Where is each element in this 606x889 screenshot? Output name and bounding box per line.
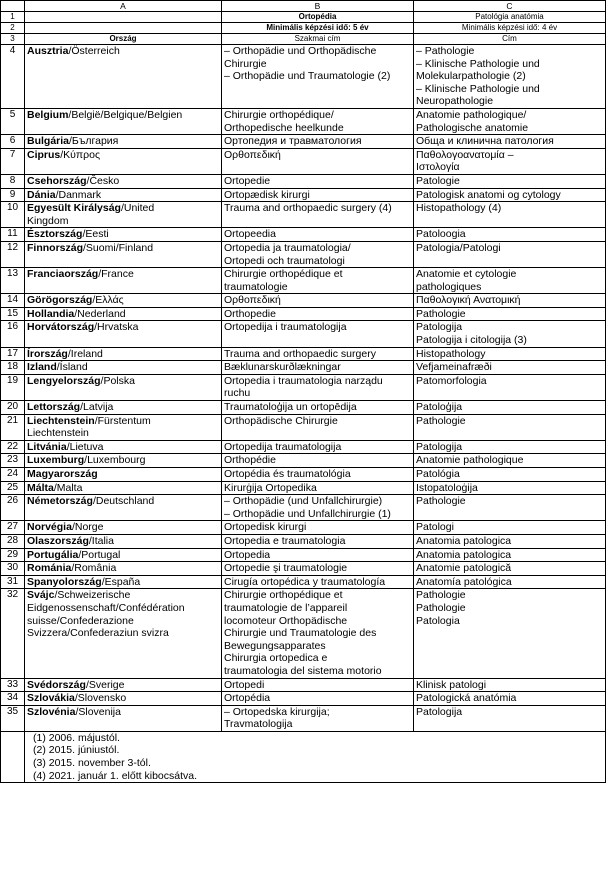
- table-row: [1, 45, 606, 109]
- row-number: 9: [1, 188, 25, 202]
- pathology-title-cell: Histopathology (4): [414, 202, 606, 228]
- row-number: 33: [1, 678, 25, 692]
- orthopedics-title-cell: Ορθοπεδική: [222, 148, 414, 174]
- country-name-hu: Belgium: [27, 108, 69, 121]
- row-number: 22: [1, 440, 25, 454]
- country-name-local: /Česko: [86, 174, 120, 187]
- orthopedics-title-cell: Trauma and orthopaedic surgery (4): [222, 202, 414, 228]
- footnotes-row: [1, 731, 606, 782]
- country-name-local: /România: [71, 562, 117, 575]
- specialty-title-orthopedics: Ortopédia: [222, 12, 414, 23]
- orthopedics-title-cell: Ortopedisk kirurgi: [222, 521, 414, 535]
- pathology-title-cell: Patologija: [414, 440, 606, 454]
- country-name-hu: Románia: [27, 562, 72, 575]
- column-letter-row: [1, 1, 606, 12]
- country-cell: [25, 468, 222, 482]
- country-cell: [25, 495, 222, 521]
- orthopedics-title-cell: Chirurgie orthopédique et traumatologie: [222, 268, 414, 294]
- row-number: 14: [1, 294, 25, 308]
- pathology-title-cell: Anatomie et cytologie pathologiques: [414, 268, 606, 294]
- table-row: [1, 692, 606, 706]
- training-duration-pathology: Minimális képzési idő: 4 év: [414, 23, 606, 34]
- orthopedics-title-cell: – Ortopedska kirurgija; Travmatologija: [222, 705, 414, 731]
- country-name-hu: Norvégia: [27, 521, 72, 534]
- specialty-title-pathology: Patológia anatómia: [414, 12, 606, 23]
- footnote: (3) 2015. november 3-tól.: [33, 757, 151, 770]
- country-name-local: /Deutschland: [92, 495, 155, 508]
- footnote: (2) 2015. júniustól.: [33, 744, 120, 757]
- table-row: [1, 294, 606, 308]
- country-cell: [25, 241, 222, 267]
- orthopedics-title-cell: Cirugía ortopédica y traumatología: [222, 575, 414, 589]
- footnote: (1) 2006. májustól.: [33, 731, 120, 744]
- row-number: 31: [1, 575, 25, 589]
- orthopedics-title-cell: Ortopeedia: [222, 228, 414, 242]
- country-cell: [25, 481, 222, 495]
- country-cell: [25, 268, 222, 294]
- country-name-hu: Lettország: [27, 401, 81, 414]
- row-number: 29: [1, 548, 25, 562]
- country-cell: [25, 692, 222, 706]
- row-number: 21: [1, 414, 25, 440]
- orthopedics-title-cell: Ortopedie şi traumatologie: [222, 562, 414, 576]
- professional-title-header: Szakmai cím: [222, 34, 414, 45]
- country-name-hu: Dánia: [27, 188, 56, 201]
- pathology-title-cell: Patológia: [414, 468, 606, 482]
- table-row: [1, 495, 606, 521]
- pathology-title-cell: Pathologie Pathologie Patologia: [414, 589, 606, 678]
- table-row: [1, 678, 606, 692]
- orthopedics-title-cell: Kirurġija Ortopedika: [222, 481, 414, 495]
- table-row: [1, 307, 606, 321]
- orthopedics-title-cell: Ортопедия и травматология: [222, 135, 414, 149]
- country-name-local: /Nederland: [74, 307, 126, 320]
- country-cell: [25, 548, 222, 562]
- pathology-title-cell: Patologická anatómia: [414, 692, 606, 706]
- country-cell: [25, 374, 222, 400]
- country-name-hu: Egyesült Királyság: [27, 202, 121, 215]
- country-name-hu: Litvánia: [27, 440, 67, 453]
- country-name-local: /България: [69, 135, 119, 148]
- country-name-hu: Csehország: [27, 174, 87, 187]
- country-name-local: /Κύπρος: [60, 148, 101, 161]
- country-name-local: /Österreich: [68, 45, 120, 57]
- table-row: [1, 108, 606, 134]
- country-cell: [25, 440, 222, 454]
- row-number: 17: [1, 347, 25, 361]
- table-row: [1, 454, 606, 468]
- country-name-hu: Finnország: [27, 241, 84, 254]
- country-cell: [25, 307, 222, 321]
- row-number: 19: [1, 374, 25, 400]
- row-number: 1: [1, 12, 25, 23]
- pathology-title-cell: Обща и клинична патология: [414, 135, 606, 149]
- row-number: 24: [1, 468, 25, 482]
- country-name-hu: Portugália: [27, 548, 79, 561]
- orthopedics-title-cell: Ortopædisk kirurgi: [222, 188, 414, 202]
- orthopedics-title-cell: Chirurgie orthopédique/ Orthopedische heelkunde: [222, 108, 414, 134]
- cell-a: [25, 12, 222, 23]
- pathology-title-cell: Patologie: [414, 174, 606, 188]
- orthopedics-title-cell: Ortopedia e traumatologia: [222, 534, 414, 548]
- country-cell: [25, 705, 222, 731]
- training-duration-orthopedics: Minimális képzési idő: 5 év: [222, 23, 414, 34]
- country-name-hu: Horvátország: [27, 321, 95, 334]
- table-row: [1, 361, 606, 375]
- table-row: [1, 705, 606, 731]
- country-cell: [25, 45, 222, 109]
- country-name-local: /Ελλάς: [92, 294, 124, 307]
- country-cell: [25, 108, 222, 134]
- country-name-hu: Svédország: [27, 678, 86, 691]
- row-number: 5: [1, 108, 25, 134]
- pathology-title-cell: Patologija Patologija i citologija (3): [414, 321, 606, 347]
- country-name-local: /Luxembourg: [84, 454, 146, 467]
- row-number: 30: [1, 562, 25, 576]
- column-header-a: A: [25, 1, 222, 12]
- pathology-title-cell: Pathologie: [414, 495, 606, 521]
- table-row: [1, 202, 606, 228]
- orthopedics-title-cell: Ορθοπεδική: [222, 294, 414, 308]
- pathology-title-cell: Patomorfologia: [414, 374, 606, 400]
- country-name-local: /Malta: [53, 481, 83, 494]
- pathology-title-cell: Istopatoloġija: [414, 481, 606, 495]
- country-header: Ország: [25, 34, 222, 45]
- country-name-hu: Magyarország: [27, 468, 98, 480]
- country-cell: [25, 361, 222, 375]
- table-row: [1, 174, 606, 188]
- country-cell: [25, 534, 222, 548]
- row-number: 13: [1, 268, 25, 294]
- pathology-title-cell: Anatomia patologica: [414, 534, 606, 548]
- orthopedics-title-cell: Ortopedia: [222, 548, 414, 562]
- country-name-local: /Danmark: [55, 188, 102, 201]
- pathology-title-cell: Anatomie patologică: [414, 562, 606, 576]
- table-row: [1, 481, 606, 495]
- pathology-title-cell: Pathologie: [414, 307, 606, 321]
- country-name-hu: Franciaország: [27, 268, 99, 281]
- country-name-hu: Németország: [27, 495, 93, 508]
- country-name-local: /España: [101, 575, 141, 588]
- country-name-local: /Hrvatska: [94, 321, 139, 334]
- country-cell: [25, 414, 222, 440]
- orthopedics-title-cell: Trauma and orthopaedic surgery: [222, 347, 414, 361]
- country-name-local: /Slovensko: [74, 692, 127, 705]
- pathology-title-cell: Klinisk patologi: [414, 678, 606, 692]
- country-name-local: /Schweizerische Eidgenossenschaft/Confédération suisse/Confederazione Svizzera/Confederaziun svizra: [27, 589, 185, 640]
- table-row: [1, 414, 606, 440]
- country-cell: [25, 401, 222, 415]
- country-name-local: /Sverige: [85, 678, 125, 691]
- row-number: 4: [1, 45, 25, 109]
- table-row: [1, 575, 606, 589]
- orthopedics-title-cell: – Orthopädie (und Unfallchirurgie) – Orthopädie und Unfallchirurgie (1): [222, 495, 414, 521]
- row-number: 18: [1, 361, 25, 375]
- orthopedics-title-cell: Chirurgie orthopédique et traumatologie de l’appareil locomoteur Orthopädische Chirurgie und Traumatologie des Bewegungsapparates Chirurgia ortopedica e traumatologia del sistema motorio: [222, 589, 414, 678]
- table-row: [1, 401, 606, 415]
- row-number: 28: [1, 534, 25, 548]
- orthopedics-title-cell: Orthopedie: [222, 307, 414, 321]
- pathology-title-cell: Παθολογική Ανατομική: [414, 294, 606, 308]
- table-row: [1, 562, 606, 576]
- country-name-hu: Izland: [27, 361, 57, 374]
- pathology-title-cell: Anatomía patológica: [414, 575, 606, 589]
- country-name-local: /Portugal: [78, 548, 121, 561]
- country-name-local: /Italia: [88, 534, 114, 547]
- orthopedics-title-cell: Ortopédia és traumatológia: [222, 468, 414, 482]
- orthopedics-title-cell: Traumatoloģija un ortopēdija: [222, 401, 414, 415]
- row-number: 32: [1, 589, 25, 678]
- country-name-local: /Ireland: [67, 347, 103, 360]
- pathology-title-cell: Patoloģija: [414, 401, 606, 415]
- table-row: [1, 135, 606, 149]
- column-header-c: C: [414, 1, 606, 12]
- country-name-local: /United Kingdom: [27, 202, 155, 227]
- pathology-title-cell: Anatomia patologica: [414, 548, 606, 562]
- country-name-hu: Írország: [27, 347, 68, 360]
- row-2: [1, 23, 606, 34]
- row-number: 12: [1, 241, 25, 267]
- orthopedics-title-cell: Orthopädische Chirurgie: [222, 414, 414, 440]
- country-name-hu: Bulgária: [27, 135, 70, 148]
- table-row: [1, 188, 606, 202]
- row-number: 2: [1, 23, 25, 34]
- pathology-title-cell: Anatomie pathologique: [414, 454, 606, 468]
- row-number: 10: [1, 202, 25, 228]
- row-number: 8: [1, 174, 25, 188]
- country-name-hu: Ausztria: [27, 45, 69, 57]
- orthopedics-title-cell: Ortopedia ja traumatologia/ Ortopedi och traumatologi: [222, 241, 414, 267]
- orthopedics-title-cell: Ortopedija traumatologija: [222, 440, 414, 454]
- country-cell: [25, 454, 222, 468]
- country-cell: [25, 321, 222, 347]
- table-row: [1, 468, 606, 482]
- country-name-hu: Liechtenstein: [27, 414, 95, 427]
- country-name-hu: Spanyolország: [27, 575, 102, 588]
- country-cell: [25, 521, 222, 535]
- table-row: [1, 148, 606, 174]
- orthopedics-title-cell: Bæklunarskurðlækningar: [222, 361, 414, 375]
- country-name-hu: Szlovákia: [27, 692, 75, 705]
- pathology-title-cell: Vefjameinafræði: [414, 361, 606, 375]
- orthopedics-title-cell: Ortopedie: [222, 174, 414, 188]
- country-name-local: /Slovenija: [75, 705, 121, 718]
- row-number: 25: [1, 481, 25, 495]
- pathology-title-cell: – Pathologie – Klinische Pathologie und Molekularpathologie (2) – Klinische Pathologie und Neuropathologie: [414, 45, 606, 109]
- table-row: [1, 521, 606, 535]
- country-name-local: /Polska: [100, 374, 135, 387]
- country-name-local: /Latvija: [80, 401, 114, 414]
- country-cell: [25, 135, 222, 149]
- row-number: 16: [1, 321, 25, 347]
- country-cell: [25, 188, 222, 202]
- pathology-title-cell: Patologisk anatomi og cytology: [414, 188, 606, 202]
- country-cell: [25, 202, 222, 228]
- row-number: 35: [1, 705, 25, 731]
- table-row: [1, 268, 606, 294]
- country-name-hu: Görögország: [27, 294, 93, 307]
- country-name-hu: Szlovénia: [27, 705, 76, 718]
- country-name-hu: Svájc: [27, 589, 55, 602]
- country-name-hu: Ciprus: [27, 148, 61, 161]
- row-number: 23: [1, 454, 25, 468]
- pathology-title-cell: Patologia/Patologi: [414, 241, 606, 267]
- country-name-hu: Észtország: [27, 228, 83, 241]
- country-cell: [25, 148, 222, 174]
- country-cell: [25, 228, 222, 242]
- table-row: [1, 321, 606, 347]
- country-name-local: /France: [98, 268, 134, 281]
- country-name-hu: Lengyelország: [27, 374, 101, 387]
- orthopedics-title-cell: Orthopédie: [222, 454, 414, 468]
- country-name-hu: Olaszország: [27, 534, 89, 547]
- country-name-local: /België/Belgique/Belgien: [68, 108, 183, 121]
- country-name-local: /Ísland: [56, 361, 88, 374]
- pathology-title-cell: Anatomie pathologique/ Pathologische anatomie: [414, 108, 606, 134]
- country-cell: [25, 589, 222, 678]
- row-number: 6: [1, 135, 25, 149]
- row-1: [1, 12, 606, 23]
- column-header-b: B: [222, 1, 414, 12]
- pathology-title-cell: Patoloogia: [414, 228, 606, 242]
- country-name-hu: Luxemburg: [27, 454, 85, 467]
- orthopedics-title-cell: Ortopedia i traumatologia narządu ruchu: [222, 374, 414, 400]
- country-name-local: /Lietuva: [66, 440, 104, 453]
- orthopedics-title-cell: Ortopedija i traumatologija: [222, 321, 414, 347]
- country-cell: [25, 174, 222, 188]
- country-name-local: /Fürstentum Liechtenstein: [27, 414, 151, 440]
- pathology-title-cell: Histopathology: [414, 347, 606, 361]
- table-row: [1, 589, 606, 678]
- country-name-hu: Hollandia: [27, 307, 75, 320]
- row-number: 27: [1, 521, 25, 535]
- table-row: [1, 440, 606, 454]
- title-header: Cím: [414, 34, 606, 45]
- country-cell: [25, 347, 222, 361]
- pathology-title-cell: Patologi: [414, 521, 606, 535]
- country-name-local: /Suomi/Finland: [83, 241, 154, 254]
- country-name-local: /Eesti: [82, 228, 109, 241]
- row-number: 34: [1, 692, 25, 706]
- row-number: 26: [1, 495, 25, 521]
- table-row: [1, 228, 606, 242]
- table-row: [1, 347, 606, 361]
- country-cell: [25, 562, 222, 576]
- country-cell: [25, 575, 222, 589]
- pathology-title-cell: Patologija: [414, 705, 606, 731]
- row-number: 15: [1, 307, 25, 321]
- pathology-title-cell: Παθολογοανατομία – Ιστολογία: [414, 148, 606, 174]
- table-row: [1, 241, 606, 267]
- row-3: [1, 34, 606, 45]
- footnote: (4) 2021. január 1. előtt kibocsátva.: [33, 769, 198, 782]
- row-number: 3: [1, 34, 25, 45]
- row-number: 7: [1, 148, 25, 174]
- cell-a: [25, 23, 222, 34]
- table-row: [1, 548, 606, 562]
- row-number: 11: [1, 228, 25, 242]
- table-row: [1, 534, 606, 548]
- orthopedics-title-cell: – Orthopädie und Orthopädische Chirurgie – Orthopädie und Traumatologie (2): [222, 45, 414, 109]
- orthopedics-title-cell: Ortopedi: [222, 678, 414, 692]
- orthopedics-title-cell: Ortopédia: [222, 692, 414, 706]
- corner-cell: [1, 1, 25, 12]
- country-name-local: /Norge: [71, 521, 104, 534]
- row-number: 20: [1, 401, 25, 415]
- table-row: [1, 374, 606, 400]
- footnotes-cell: [25, 731, 606, 782]
- country-cell: [25, 678, 222, 692]
- country-name-hu: Málta: [27, 481, 54, 494]
- pathology-title-cell: Pathologie: [414, 414, 606, 440]
- country-cell: [25, 294, 222, 308]
- footnotes-blank: [1, 731, 25, 782]
